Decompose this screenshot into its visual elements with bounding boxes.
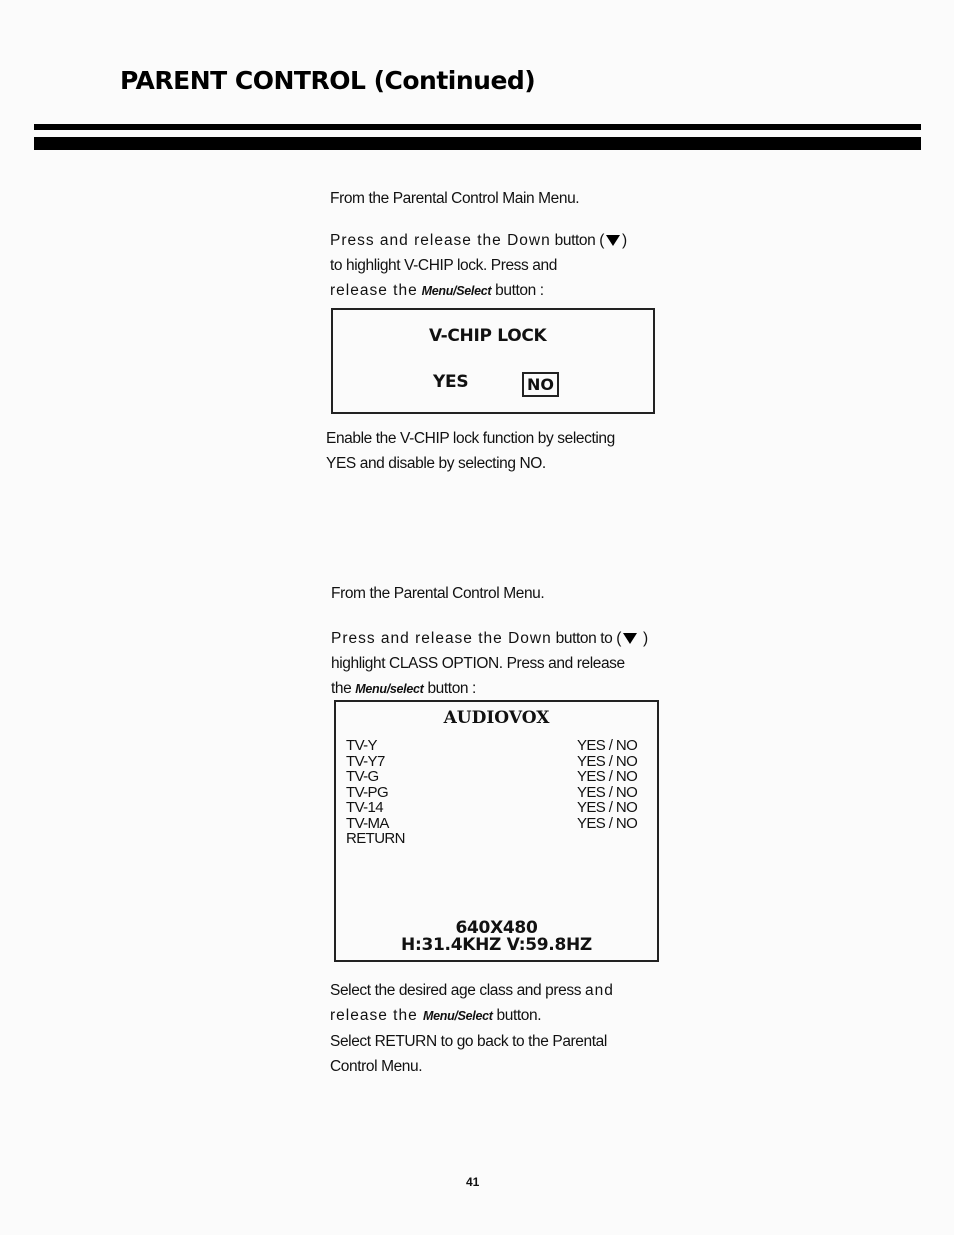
header-rule-thick [34, 137, 921, 150]
instruction-text: to highlight V-CHIP lock. Press and [330, 257, 557, 274]
section2-intro: From the Parental Control Menu. [331, 585, 545, 602]
yes-no-option[interactable]: YES / NO [577, 737, 638, 754]
instruction-text: button to ( [551, 630, 622, 647]
instruction-text: button : [423, 680, 476, 697]
yes-no-list [577, 738, 637, 831]
vchip-yes-option[interactable]: YES [433, 372, 469, 392]
note-text: Select RETURN to go back to the Parental [330, 1033, 607, 1050]
class-option-screen [334, 700, 659, 962]
menu-select-button-name: Menu/Select [421, 284, 492, 298]
note-text: YES and disable by selecting NO. [326, 455, 546, 472]
resolution-readout [336, 920, 657, 954]
brand-title: AUDIOVOX [443, 708, 550, 728]
section2-instructions [331, 626, 648, 702]
page-number: 41 [466, 1175, 480, 1189]
instruction-text: Press and release the Down [330, 232, 551, 249]
rating-item[interactable]: TV-Y [346, 737, 377, 754]
yes-no-option[interactable]: YES / NO [577, 768, 638, 785]
instruction-text: the [331, 680, 356, 697]
menu-select-button-name: Menu/Select [423, 1009, 493, 1023]
page-title: PARENT CONTROL (Continued) [120, 66, 536, 95]
rating-item[interactable]: TV-MA [346, 814, 389, 832]
yes-no-option[interactable]: YES / NO [577, 814, 638, 832]
down-triangle-icon [606, 235, 620, 246]
vchip-lock-title: V-CHIP LOCK [429, 326, 547, 346]
note-text: Enable the V-CHIP lock function by selecting [326, 430, 615, 447]
rating-item[interactable]: TV-PG [346, 783, 389, 801]
yes-no-option[interactable]: YES / NO [577, 799, 638, 816]
note-text: Select the desired age class and press [330, 982, 585, 999]
note-text: Control Menu. [330, 1058, 423, 1075]
instruction-text: ) [639, 630, 648, 647]
rating-item[interactable]: TV-14 [346, 799, 384, 816]
resolution-text: 640X480 [455, 918, 538, 938]
note-text: button. [492, 1007, 542, 1024]
yes-no-option[interactable]: YES / NO [577, 783, 638, 801]
down-triangle-icon [623, 633, 637, 644]
menu-select-button-name: Menu/select [355, 682, 424, 696]
note-text: release the [330, 1007, 423, 1024]
section1-note [326, 426, 615, 476]
vchip-no-option[interactable]: NO [522, 372, 559, 397]
section2-note [330, 978, 614, 1079]
rating-item[interactable]: TV-G [346, 768, 379, 785]
instruction-text: release the [330, 282, 418, 299]
yes-no-option[interactable]: YES / NO [577, 752, 638, 770]
rating-list [346, 738, 405, 847]
note-text: and [584, 982, 614, 999]
instruction-text: ) [622, 232, 627, 249]
header-rule-thin [34, 124, 921, 130]
frequency-text: H:31.4KHZ V:59.8HZ [401, 935, 592, 955]
section1-intro: From the Parental Control Main Menu. [330, 190, 580, 207]
instruction-text: button : [491, 282, 544, 299]
instruction-text: button ( [550, 232, 604, 249]
instruction-text: Press and release the Down [331, 630, 552, 647]
return-item[interactable]: RETURN [346, 830, 405, 847]
vchip-lock-screen [331, 308, 655, 414]
instruction-text: highlight CLASS OPTION. Press and release [331, 655, 625, 672]
rating-item[interactable]: TV-Y7 [346, 752, 385, 770]
section1-instructions [330, 228, 627, 304]
